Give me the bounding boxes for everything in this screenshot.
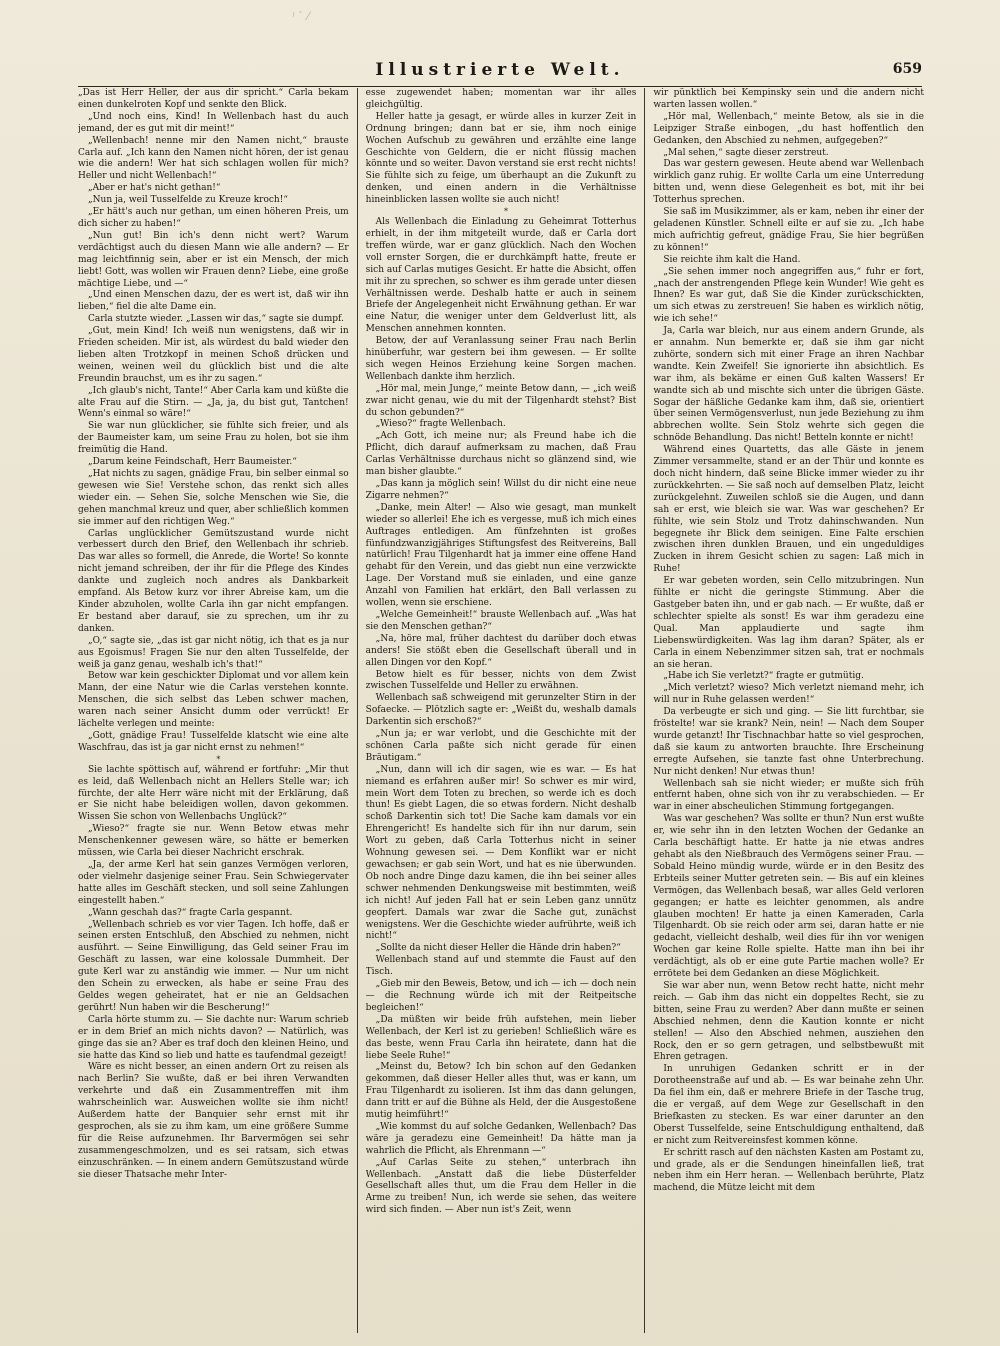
column-rule: [644, 88, 645, 1333]
masthead-title: Illustrierte Welt.: [375, 60, 625, 80]
paragraph: Sie saß im Musikzimmer, als er kam, neben ihr einer der geladenen Künstler. Schnell eilte er auf sie zu. „Ich habe mich aufrichtig gefreut, gnädige Frau, Sie hier begrüßen zu können!“: [653, 207, 925, 253]
paragraph: „Wie kommst du auf solche Gedanken, Wellenbach? Das wäre ja geradezu eine Gemeinheit! Da hätte man ja wahrlich die Pflicht, als Ehrenmann —“: [365, 1121, 637, 1156]
paragraph: „Gut, mein Kind! Ich weiß nun wenigstens, daß wir in Frieden scheiden. Mir ist, als würdest du bald wieder den lieben alten Trotzkopf in meinen Schoß drücken und weinen, weinen weil du glücklich bist und die alte Freundin brauchst, um es ihr zu sagen.“: [78, 326, 349, 384]
paragraph: Betow hielt es für besser, nichts von dem Zwist zwischen Tusselfelde und Heller zu erwähnen.: [365, 669, 637, 692]
paragraph: Carlas unglücklicher Gemütszustand wurde nicht verbessert durch den Brief, den Wellenbach ihr schrieb. Das war alles so formell, die Anrede, die Worte! So konnte nicht jemand schreiben, der ihr für die Pflege des Kindes dankte und zugleich noch andres als Dankbarkeit empfand. Als Betow kurz vor ihrer Abreise kam, um die Kinder abzuholen, wollte Carla ihn gar nicht empfangen. Er bestand aber darauf, sie zu sprechen, um ihr zu danken.: [78, 528, 349, 634]
paragraph: „Wellenbach schrieb es vor vier Tagen. Ich hoffe, daß er seinen ersten Entschluß, den Abschied zu nehmen, nicht ausführt. — Seine Einwilligung, das Geld seiner Frau im Geschäft zu lassen, war eine kolossale Dummheit. Der gute Kerl war zu anständig wie immer. — Nur um nicht den Schein zu erwecken, als habe er seine Frau des Geldes wegen geheiratet, hat er nie an Geldsachen gerührt! Nun haben wir die Bescherung!“: [78, 919, 349, 1013]
paragraph: Wellenbach sah sie nicht wieder; er mußte sich früh entfernt haben, ohne sich von ihr zu verabschieden. — Er war in einer abscheulichen Stimmung fortgegangen.: [653, 778, 925, 813]
paragraph: „Gott, gnädige Frau! Tusselfelde klatscht wie eine alte Waschfrau, das ist ja gar nicht ernst zu nehmen!“: [78, 730, 349, 753]
paragraph: Als Wellenbach die Einladung zu Geheimrat Totterhus erhielt, in der ihm mitgeteilt wurde, daß er Carla dort treffen würde, war er ganz glücklich. Nach den Wochen voll ernster Sorgen, die er durchkämpft hatte, freute er sich auf Carlas mutiges Gesicht. Er hatte die Absicht, offen mit ihr zu sprechen, so schwer es ihm gerade unter diesen Verhältnissen werde. Deshalb hatte er auch in seinem Briefe der Angelegenheit nicht Erwähnung gethan. Er war eine Natur, die weniger unter dem Geldverlust litt, als Menschen annehmen konnten.: [365, 217, 637, 335]
paragraph: „Das ist Herr Heller, der aus dir spricht.“ Carla bekam einen dunkelroten Kopf und senkte den Blick.: [78, 88, 349, 110]
paragraph: Carla hörte stumm zu. — Sie dachte nur: Warum schrieb er in dem Brief an mich nichts davon? — Natürlich, was ginge das sie an? Aber es traf doch den kleinen Heino, und sie hatte das Kind so lieb und hatte es taufendmal gezeigt!: [78, 1014, 349, 1061]
section-separator: *: [216, 754, 221, 764]
paragraph: Ja, Carla war bleich, nur aus einem andern Grunde, als er annahm. Nun bemerkte er, daß sie ihm gar nicht zuhörte, sondern sich mit einer Frage an ihren Nachbar wandte. Kein Zweifel! Sie ignorierte ihn absichtlich. Es war ihm, als bekäme er einen Guß kalten Wassers! Er wandte sich ab und mischte sich unter die übrigen Gäste. Sogar der häßliche Gedanke kam ihm, daß sie, orientiert über seinen Vermögensverlust, nun jede Beziehung zu ihm abbrechen wollte. Sein Stolz wehrte sich gegen die schnöde Behandlung. Das nicht! Betteln konnte er nicht!: [653, 326, 925, 444]
paragraph: Das war gestern gewesen. Heute abend war Wellenbach wirklich ganz ruhig. Er wollte Carla um eine Unterredung bitten und, wenn diese Gelegenheit es bot, mit ihr bei Totterhus sprechen.: [653, 159, 925, 206]
paragraph: „Ich glaub's nicht, Tante!“ Aber Carla kam und küßte die alte Frau auf die Stirn. — „Ja, ja, du bist gut, Tantchen! Wenn's einmal so wäre!“: [78, 385, 349, 420]
paragraph: „Ach Gott, ich meine nur; als Freund habe ich die Pflicht, dich darauf aufmerksam zu machen, daß Frau Carlas Verhältnisse durchaus nicht so glänzend sind, wie man bisher glaubte.“: [365, 431, 637, 478]
paragraph: Sie reichte ihm kalt die Hand.: [663, 254, 801, 265]
paragraph: „Mich verletzt? wieso? Mich verletzt niemand mehr, ich will nur in Ruhe gelassen werden!“: [653, 683, 925, 706]
paragraph: „O,“ sagte sie, „das ist gar nicht nötig, ich that es ja nur aus Egoismus! Fragen Sie nur den alten Tusselfelde, der weiß ja ganz genau, weshalb ich's that!“: [78, 635, 349, 670]
paragraph: „Wieso?“ fragte sie nur. Wenn Betow etwas mehr Menschenkenner gewesen wäre, so hätte er bemerken müssen, wie Carla bei dieser Nachricht erschrak.: [78, 824, 349, 859]
paragraph: Wellenbach stand auf und stemmte die Faust auf den Tisch.: [365, 955, 637, 978]
paragraph: „Gieb mir den Beweis, Betow, und ich — ich — doch nein — die Rechnung würde ich mit der Reitpeitsche begleichen!“: [365, 979, 637, 1013]
paragraph: Sie war nun glücklicher, sie fühlte sich freier, und als der Baumeister kam, um seine Frau zu holen, bot sie ihm freimütig die Hand.: [78, 421, 349, 456]
paragraph: „Das kann ja möglich sein! Willst du dir nicht eine neue Zigarre nehmen?“: [365, 479, 637, 501]
paragraph: Da verbeugte er sich und ging. — Sie litt furchtbar, sie fröstelte! war sie krank? Nein, nein! — Nach dem Souper wurde getanzt! Ihr Tischnachbar hatte so viel gesprochen, daß sie kaum zu antworten brauchte. Ihre Erscheinung erregte Aufsehen, sie tanzte fast ohne Unterbrechung. Nur nicht denken! Nur etwas thun!: [653, 707, 925, 777]
paragraph: „Wann geschah das?“ fragte Carla gespannt.: [88, 907, 293, 918]
paragraph: „Und noch eins, Kind! In Wellenbach hast du auch jemand, der es gut mit dir meint!“: [78, 111, 349, 134]
paragraph: In unruhigen Gedanken schritt er in der Dorotheenstraße auf und ab. — Es war beinahe zehn Uhr. Da fiel ihm ein, daß er mehrere Briefe in der Tasche trug, die er vergaß, auf dem Wege zur Gesellschaft in den Briefkasten zu stecken. Es war einer darunter an den Oberst Tusselfelde, seine Entschuldigung enthaltend, daß er nicht zum Reitvereinsfest kommen könne.: [653, 1064, 925, 1146]
paragraph: „Und einen Menschen dazu, der es wert ist, daß wir ihn lieben,“ fiel die alte Dame ein.: [78, 290, 349, 313]
paragraph: „Auf Carlas Seite zu stehen,“ unterbrach ihn Wellenbach. „Anstatt daß die liebe Düsterfelder Gesellschaft alles thut, um die Frau dem Heller in die Arme zu treiben! Nun, ich werde sie sehen, das weitere wird sich finden. — Aber nun ist's Zeit, wenn: [365, 1157, 637, 1216]
paragraph: „Ja, der arme Kerl hat sein ganzes Vermögen verloren, oder vielmehr dasjenige seiner Frau. Sein Schwiegervater hatte alles im Geschäft stecken, und soll seine Zahlungen eingestellt haben.“: [78, 860, 349, 906]
paragraph: Betow, der auf Veranlassung seiner Frau nach Berlin hinüberfuhr, war gestern bei ihm gewesen. — Er sollte sich wegen Heinos Erziehung keine Sorgen machen. Wellenbach dankte ihm herzlich.: [365, 336, 637, 382]
paragraph: „Mal sehen,“ sagte dieser zerstreut.: [663, 147, 829, 158]
paragraph: Betow war kein geschickter Diplomat und vor allem kein Mann, der eine Natur wie die Carlas verstehen konnte. Menschen, die sich selbst das Leben schwer machen, waren nach seiner Ansicht dumm oder verrückt! Er lächelte verlegen und meinte:: [78, 671, 349, 730]
paragraph: Heller hatte ja gesagt, er würde alles in kurzer Zeit in Ordnung bringen; dann bat er sie, ihm noch einige Wochen Aufschub zu gewähren und erzählte eine lange Geschichte von Geldern, die er nicht flüssig machen könnte und so weiter. Davon verstand sie erst recht nichts! Sie fühlte sich zu feige, um überhaupt an die Zukunft zu denken, und einen andern in die Verhältnisse hineinblicken lassen wollte sie auch nicht!: [365, 111, 637, 206]
paragraph: „Wieso?“ fragte Wellenbach.: [375, 419, 506, 430]
paragraph: „Aber er hat's nicht gethan!“: [88, 183, 221, 194]
column-2: [366, 88, 637, 1333]
paragraph: „Wellenbach! nenne mir den Namen nicht,“ brauste Carla auf. „Ich kann den Namen nicht hören, der ist genau wie die andern! Wer hat sich schlagen wollen für mich? Heller und nicht Wellenbach!“: [78, 135, 349, 182]
paragraph: Sie war aber nun, wenn Betow recht hatte, nicht mehr reich. — Gab ihm das nicht ein doppeltes Recht, sie zu bitten, seine Frau zu werden? Aber dann mußte er seinen Abschied nehmen, denn die Kaution konnte er nicht stellen! — Also den Abschied nehmen, ausziehen den Rock, den er so gern getragen, und selbstbewußt mit Ehren getragen.: [653, 980, 925, 1063]
paragraph: Er war gebeten worden, sein Cello mitzubringen. Nun fühlte er nicht die geringste Stimmung. Aber die Gastgeber baten ihn, und er gab nach. — Er wußte, daß er schlechter spielte als sonst! Es war ihm geradezu eine Qual. Man applaudierte und sagte ihm Liebenswürdigkeiten. Was lag ihm daran? Später, als er Carla in einem Nebenzimmer sitzen sah, trat er nochmals an sie heran.: [653, 576, 925, 670]
paragraph: Carla stutzte wieder. „Lassen wir das,“ sagte sie dumpf.: [88, 314, 344, 325]
paragraph: wir pünktlich bei Kempinsky sein und die andern nicht warten lassen wollen.“: [653, 88, 925, 110]
paragraph: „Danke, mein Alter! — Also wie gesagt, man munkelt wieder so allerlei! Ehe ich es vergesse, muß ich mich eines Auftrages entledigen. Am fünfzehnten ist großes fünfundzwanzigjähriges Stiftungsfest des Reitvereins, Ball natürlich! Frau Tilgenhardt hat ja immer eine offene Hand gehabt für den Verein, und das giebt nun eine verzwickte Lage. Der Vorstand muß sie einladen, und eine ganze Anzahl von Familien hat erklärt, den Ball verlassen zu wollen, wenn sie erschiene.: [365, 502, 637, 609]
paragraph: „Nun ja, weil Tusselfelde zu Kreuze kroch!“: [88, 195, 288, 206]
paragraph: „Hör mal, Wellenbach,“ meinte Betow, als sie in die Leipziger Straße einbogen, „du hast hoffentlich den Gedanken, den Abschied zu nehmen, aufgegeben?“: [653, 111, 925, 146]
paragraph: „Welche Gemeinheit!“ brauste Wellenbach auf. „Was hat sie den Menschen gethan?“: [365, 609, 637, 632]
paragraph: Wäre es nicht besser, an einen andern Ort zu reisen als nach Berlin? Sie wußte, daß er bei ihren Verwandten verkehrte und daß ein Zusammentreffen mit ihm wahrscheinlich war. Ausweichen wollte sie ihm nicht! Außerdem hatte der Banquier sehr ernst mit ihr gesprochen, als sie zu ihm kam, um eine größere Summe für die Reise aufzunehmen. Ihr Barvermögen sei sehr zusammengeschmolzen, und es sei ratsam, sich etwas einzuschränken. — In einem andern Gemütszustand würde sie dieser Thatsache mehr Inter-: [78, 1062, 349, 1180]
section-separator: *: [504, 207, 508, 217]
paragraph: „Hör mal, mein Junge,“ meinte Betow dann, — „ich weiß zwar nicht genau, wie du mit der Tilgenhardt stehst? Bist du schon gebunden?“: [365, 383, 637, 418]
column-rule: [357, 88, 358, 1333]
scribble-mark: ⁾ ` ⁄: [292, 10, 310, 23]
paragraph: Sie lachte spöttisch auf, während er fortfuhr: „Mir thut es leid, daß Wellenbach nicht an Hellers Stelle war; ich fürchte, der alte Herr wäre nicht mit der Erklärung, daß er Sie nicht habe beleidigen wollen, davon gekommen. Wissen Sie schon von Wellenbachs Unglück?“: [78, 764, 349, 823]
paragraph: Er schritt rasch auf den nächsten Kasten am Postamt zu, und grade, als er die Sendungen hineinfallen ließ, trat neben ihm ein Herr heran. — Wellenbach berührte, Platz machend, die Mütze leicht mit dem: [653, 1147, 925, 1194]
paragraph: Wellenbach saß schweigend mit gerunzelter Stirn in der Sofaecke. — Plötzlich sagte er: „Weißt du, weshalb damals Darkentin sich erschoß?“: [365, 693, 637, 728]
paragraph: „Darum keine Feindschaft, Herr Baumeister.“: [88, 457, 297, 468]
paragraph: „Da müßten wir beide früh aufstehen, mein lieber Wellenbach, der Kerl ist zu gerieben! Schließlich wäre es das beste, wenn Frau Carla ihn heiratete, dann hat die liebe Seele Ruhe!“: [365, 1014, 637, 1061]
paragraph: Was war geschehen? Was sollte er thun? Nun erst wußte er, wie sehr ihn in den letzten Wochen der Gedanke an Carla beschäftigt hatte. Er hatte ja nie etwas andres gehabt als den Nießbrauch des Vermögens seiner Frau. — Sobald Heino mündig wurde, würde er in den Besitz des Erbteils seiner Mutter getreten sein. — Bis auf ein kleines Vermögen, das Wellenbach besaß, war alles Geld verloren gegangen; er hatte es leichter genommen, als andre glauben mochten! Er hatte ja einen Kameraden, Carla Tilgenhardt. Ob sie reich oder arm sei, daran hatte er nie gedacht, vielleicht deshalb, weil dies für ihn vor wenigen Wochen gar keine Rolle spielte. Hatte man ihn bei ihr verdächtigt, als ob er eine gute Partie machen wolle? Er errötete bei dem Gedanken an diese Möglichkeit.: [653, 814, 925, 980]
paragraph: „Nun, dann will ich dir sagen, wie es war. — Es hat niemand es erfahren außer mir! So schwer es mir wird, mein Wort dem Toten zu brechen, so werde ich es doch thun! Es giebt Lagen, die so etwas fordern. Nicht deshalb schoß Darkentin sich tot! Die Sache kam damals vor ein Ehrengericht! Es handelte sich für ihn nur darum, sein Wort zu geben, daß Carla Totterhus nicht in seiner Wohnung gewesen sei. — Dem Konflikt war er nicht gewachsen; er gab sein Wort, und hat es nie überwunden. Ob noch andre Dinge dazu kamen, die ihn bei seiner alles schwer nehmenden Denkungsweise mit bestimmten, weiß ich nicht! Auf jeden Fall hat er sein Leben ganz unnütz geopfert. Damals war zwar die Sache gut, zunächst wenigstens. Wer die Geschichte wieder aufrührte, weiß ich nicht!“: [365, 764, 637, 942]
running-head: [78, 58, 922, 87]
paragraph: „Nun ja; er war verlobt, und die Geschichte mit der schönen Carla paßte sich nicht gerade für einen Bräutigam.“: [365, 729, 637, 763]
paragraph: „Habe ich Sie verletzt?“ fragte er gutmütig.: [663, 671, 864, 682]
column-1: [78, 88, 349, 1333]
paragraph: „Er hätt's auch nur gethan, um einen höheren Preis, um dich sicher zu haben!“: [78, 207, 349, 229]
paragraph: „Na, höre mal, früher dachtest du darüber doch etwas anders! Sie stößt eben die Gesellschaft überall und in allen Dingen vor den Kopf.“: [365, 633, 637, 668]
paragraph: „Sie sehen immer noch angegriffen aus,“ fuhr er fort, „nach der anstrengenden Pflege kein Wunder! Wie geht es Ihnen? Es war gut, daß Sie die Kinder zurückschickten, um sich etwas zu zerstreuen! Sie haben es wirklich nötig, wie ich sehe!“: [653, 266, 925, 325]
article-columns: [78, 88, 924, 1333]
paragraph: esse zugewendet haben; momentan war ihr alles gleichgültig.: [365, 88, 637, 110]
paragraph: „Meinst du, Betow? Ich bin schon auf den Gedanken gekommen, daß dieser Heller alles thut, was er kann, um Frau Tilgenhardt zu isolieren. Ist ihm das dann gelungen, dann tritt er auf die Bühne als Held, der die Ausgestoßene mutig heimführt!“: [365, 1062, 637, 1121]
paragraph: „Nun gut! Bin ich's denn nicht wert? Warum verdächtigst auch du diesen Mann wie alle andern? — Er mag leichtfinnig sein, aber er ist ein Mensch, der mich liebt! Gott, was wollen wir Frauen denn? Liebe, eine große mächtige Liebe, und —“: [78, 230, 349, 289]
paragraph: „Sollte da nicht dieser Heller die Hände drin haben?“: [375, 943, 621, 954]
page-number: 659: [892, 61, 922, 77]
column-3: [653, 88, 924, 1333]
paragraph: Während eines Quartetts, das alle Gäste in jenem Zimmer versammelte, stand er an der Thür und konnte es doch nicht hindern, daß seine Blicke immer wieder zu ihr zurückkehrten. — Sie saß noch auf demselben Platz, leicht zurückgelehnt. Zuweilen schloß sie die Augen, und dann sah er erst, wie bleich sie war. Was war geschehen? Er fühlte, wie sein Stolz und Trotz dahinschwanden. Nun begegnete ihr Blick dem seinigen. Eine Falte erschien zwischen ihren dunklen Brauen, und ein ungeduldiges Zucken in ihrem Gesicht schien zu sagen: Laß mich in Ruhe!: [653, 445, 925, 575]
paragraph: „Hat nichts zu sagen, gnädige Frau, bin selber einmal so gewesen wie Sie! Verstehe schon, das renkt sich alles wieder ein. — Sehen Sie, solche Menschen wie Sie, die gehen manchmal kreuz und quer, aber schließlich kommen sie immer auf den richtigen Weg.“: [78, 469, 349, 527]
